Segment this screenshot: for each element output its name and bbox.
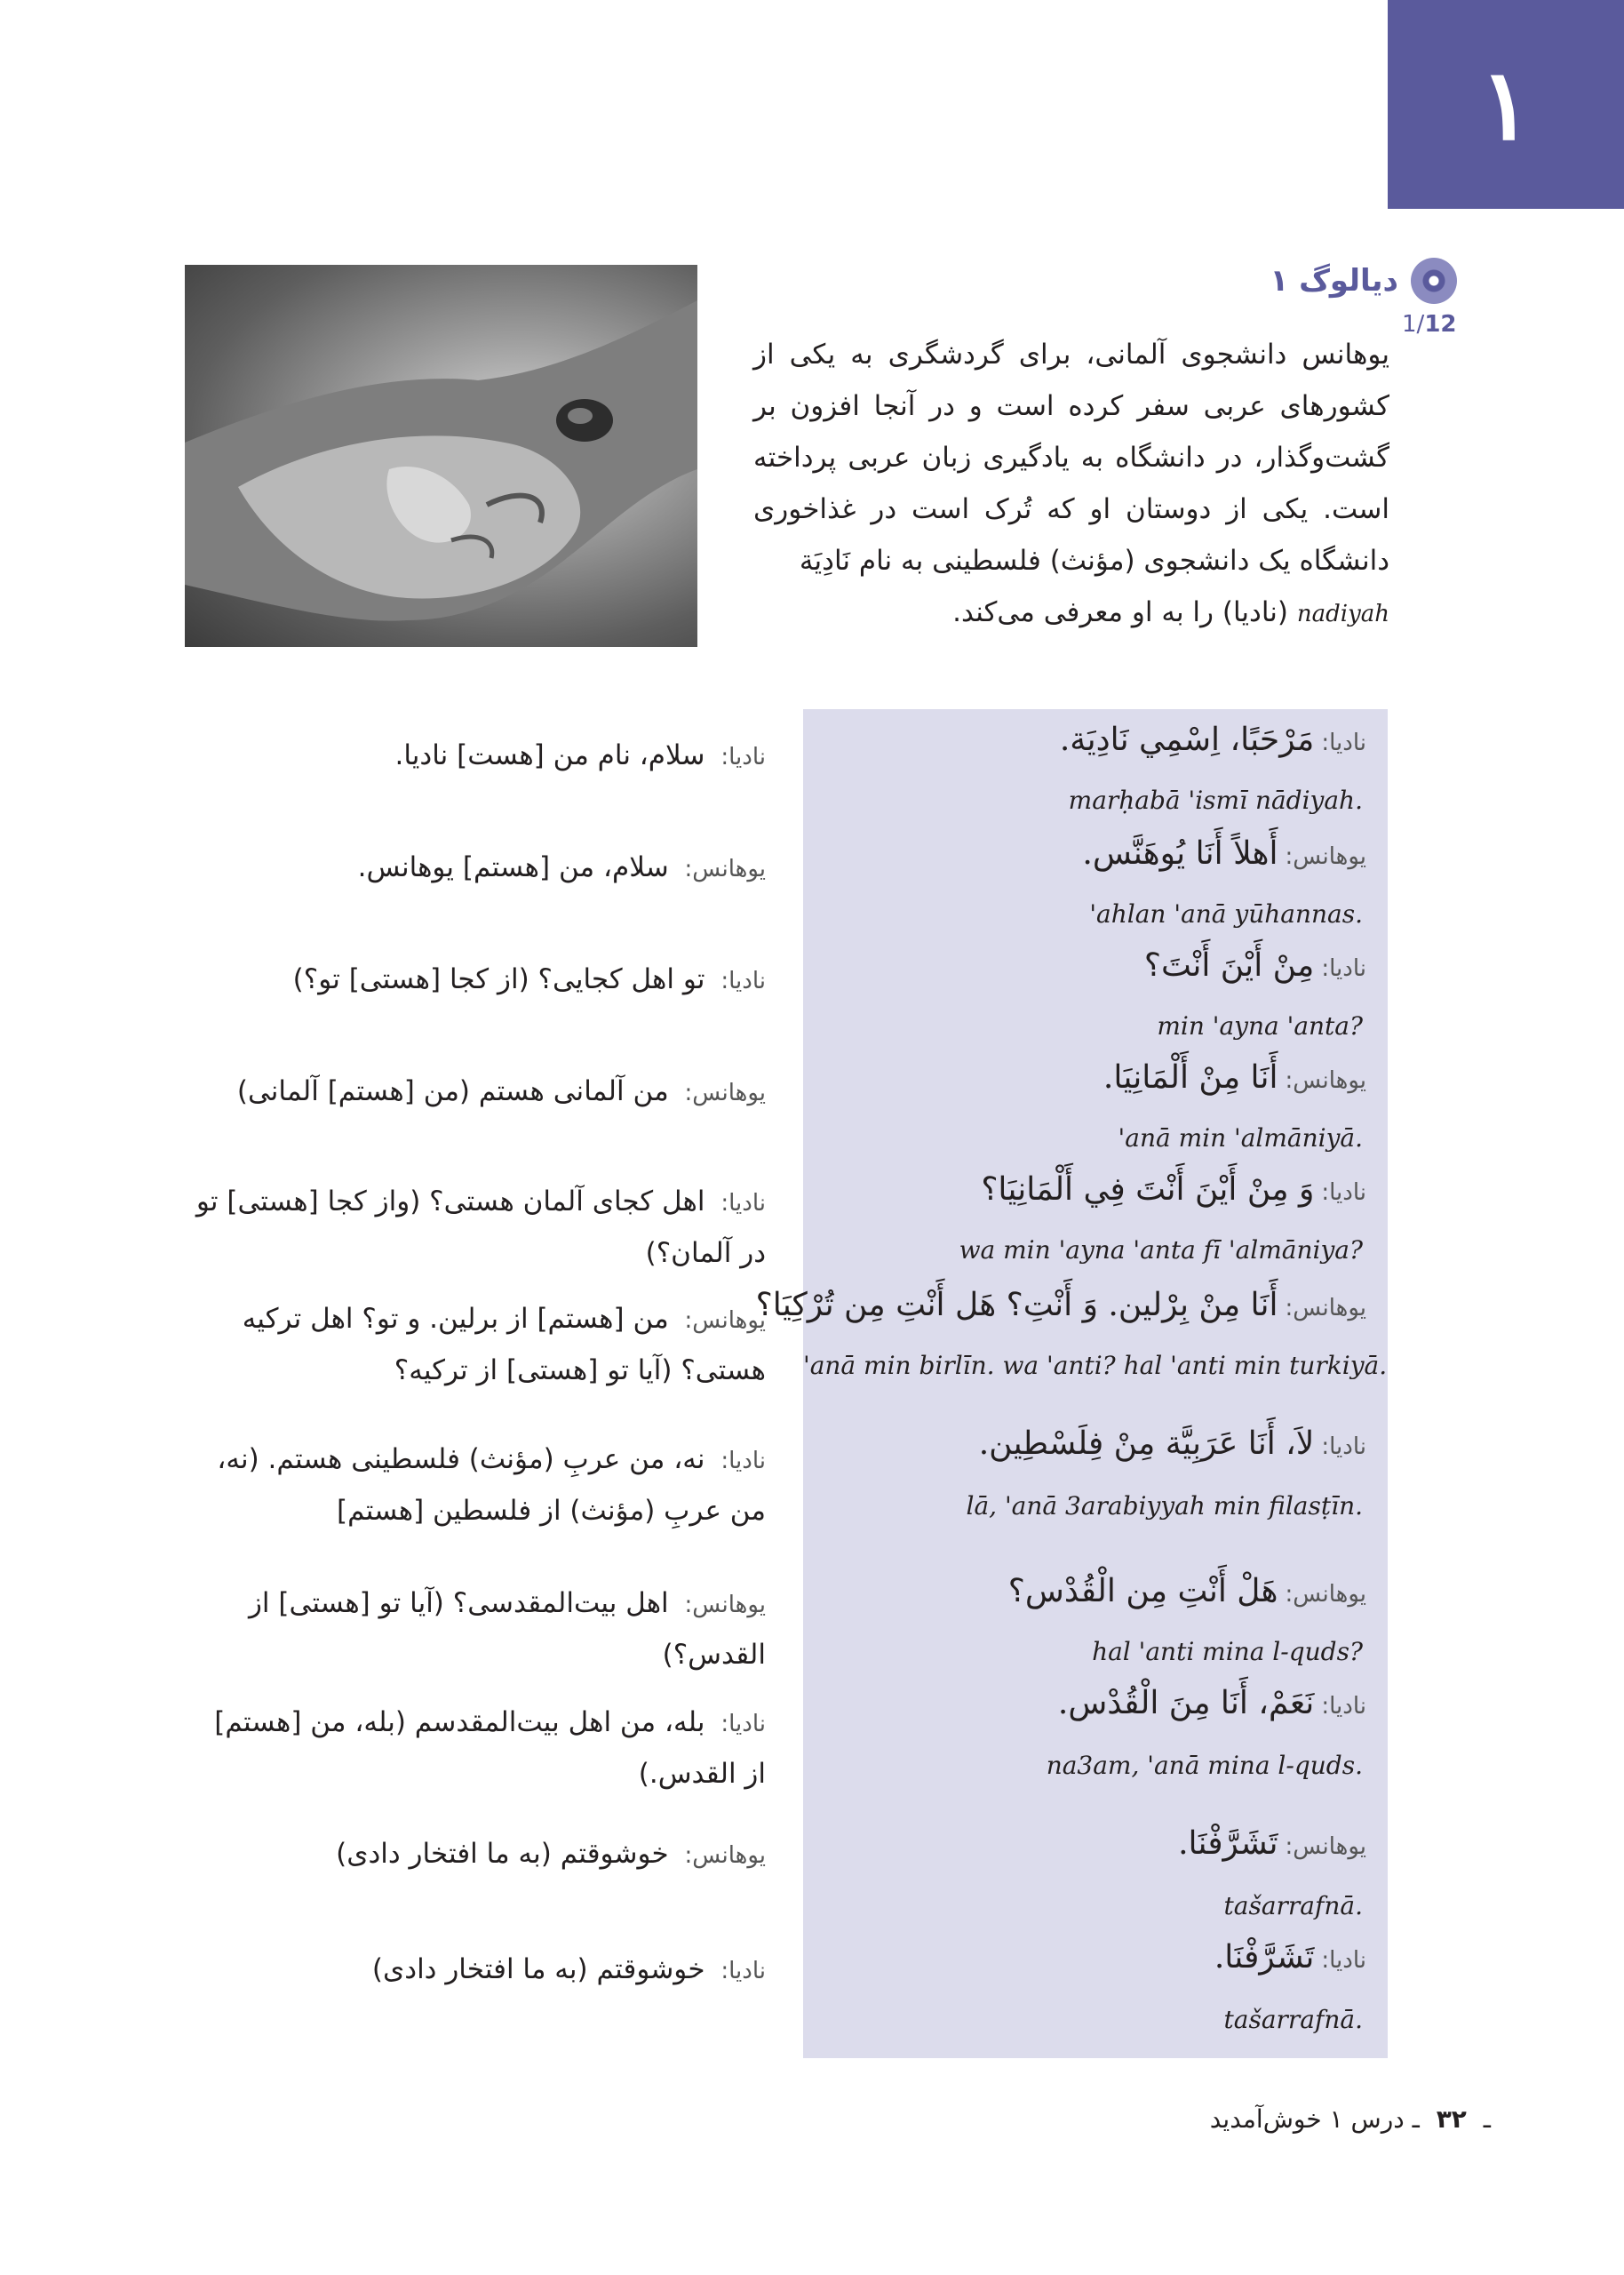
persian-translation xyxy=(188,954,766,1006)
arabic-text: تَشَرَّفْنَا. xyxy=(1214,1939,1315,1976)
speaker-label: یوهانس: xyxy=(684,1080,766,1106)
track-prefix: 1/ xyxy=(1402,311,1425,338)
arabic-line xyxy=(803,1939,1366,1976)
persian-translation xyxy=(188,1829,766,1880)
speaker-label: یوهانس: xyxy=(684,1842,766,1869)
arabic-text: مَرْحَبًا، اِسْمِي نَادِيَة. xyxy=(1059,722,1315,758)
speaker-label: نادیا: xyxy=(720,1958,766,1984)
speaker-label: یوهانس: xyxy=(1285,1295,1366,1321)
arabic-line xyxy=(803,1825,1366,1862)
transliteration: na3am, 'anā mina l-quds. xyxy=(1046,1751,1363,1780)
persian-translation xyxy=(188,1434,766,1536)
speaker-label: نادیا: xyxy=(1321,955,1366,982)
page-footer xyxy=(1210,2104,1491,2134)
intro-text-end: (نادیا) را به او معرفی می‌کند. xyxy=(952,596,1288,628)
arabic-line xyxy=(803,1685,1366,1721)
persian-translation xyxy=(188,842,766,894)
transliteration: 'anā min 'almāniyā. xyxy=(1118,1123,1363,1153)
audio-track-number xyxy=(1402,311,1457,338)
handshake-photo xyxy=(185,265,697,647)
transliteration: lā, 'anā 3arabiyyah min filasṭīn. xyxy=(966,1491,1363,1521)
persian-translation xyxy=(188,1294,766,1395)
lesson-title: خوش‌آمدید xyxy=(1209,2104,1322,2134)
speaker-label: نادیا: xyxy=(1321,1947,1366,1974)
persian-text: من آلمانی هستم (من [هستم] آلمانی) xyxy=(236,1075,669,1107)
persian-text: بله، من اهل بیت‌المقدسم (بله، من [هستم] از القدس.) xyxy=(214,1706,766,1790)
speaker-label: نادیا: xyxy=(720,744,766,770)
arabic-text: لاَ، أَنَا عَرَبِيَّة مِنْ فِلَسْطِين. xyxy=(978,1425,1315,1462)
persian-text: اهل کجای آلمان هستی؟ (واز کجا [هستی] تو در آلمان؟) xyxy=(195,1185,766,1269)
persian-text: خوشوقتم (به ما افتخار دادی) xyxy=(336,1838,669,1870)
track-num: 12 xyxy=(1424,311,1457,338)
speaker-label: یوهانس: xyxy=(684,1592,766,1618)
arabic-text: نَعَمْ، أَنَا مِنَ الْقُدْس. xyxy=(1057,1685,1315,1721)
persian-translation xyxy=(188,1697,766,1799)
speaker-label: نادیا: xyxy=(1321,1693,1366,1720)
persian-translation xyxy=(188,730,766,782)
transliteration: tašarrafnā. xyxy=(1223,2005,1363,2034)
arabic-text: أَهلاً أَنَا يُوهَنَّس. xyxy=(1082,835,1278,872)
speaker-label: نادیا: xyxy=(720,1448,766,1474)
speaker-label: نادیا: xyxy=(720,1190,766,1217)
speaker-label: یوهانس: xyxy=(684,856,766,882)
speaker-label: یوهانس: xyxy=(1285,1833,1366,1860)
speaker-label: نادیا: xyxy=(1321,730,1366,756)
persian-text: اهل بیت‌المقدسی؟ (آیا تو [هستی] از القدس؟) xyxy=(248,1587,766,1671)
arabic-line xyxy=(803,1425,1366,1462)
audio-cd-icon[interactable] xyxy=(1411,258,1457,304)
lesson-label: درس ۱ xyxy=(1329,2104,1405,2134)
persian-translation xyxy=(188,1177,766,1278)
chapter-number-tab xyxy=(1388,0,1624,209)
transliteration: marḥabā 'ismī nādiyah. xyxy=(1068,786,1363,815)
persian-text: سلام، نام من [هست] نادیا. xyxy=(394,739,705,771)
transliteration: wa min 'ayna 'anta fī 'almāniya? xyxy=(959,1235,1363,1265)
speaker-label: نادیا: xyxy=(720,968,766,994)
persian-translation xyxy=(188,1066,766,1118)
transliteration: tašarrafnā. xyxy=(1223,1891,1363,1920)
arabic-line xyxy=(803,1059,1366,1096)
arabic-text: أَنَا مِنْ بِرْلين. وَ أَنْتِ؟ هَل أَنْتِ مِن تُرْكِيَا؟ xyxy=(755,1287,1278,1323)
transliteration: hal 'anti mina l-quds? xyxy=(1092,1637,1363,1666)
arabic-text: تَشَرَّفْنَا. xyxy=(1178,1825,1278,1862)
arabic-line xyxy=(803,947,1366,984)
speaker-label: یوهانس: xyxy=(684,1307,766,1334)
arabic-text: مِنْ أَيْنَ أَنْتَ؟ xyxy=(1143,947,1315,984)
chapter-number: ۱ xyxy=(1479,47,1532,162)
footer-dash: ـ xyxy=(1412,2104,1420,2134)
persian-text: تو اهل کجایی؟ (از کجا [هستی] تو؟) xyxy=(292,963,705,995)
handshake-illustration xyxy=(185,265,697,647)
persian-text: خوشوقتم (به ما افتخار دادی) xyxy=(371,1953,705,1985)
arabic-line xyxy=(803,722,1366,758)
page-number: ۳۲ xyxy=(1436,2104,1467,2134)
speaker-label: نادیا: xyxy=(720,1711,766,1737)
arabic-line xyxy=(803,1573,1366,1609)
speaker-label: نادیا: xyxy=(1321,1433,1366,1460)
intro-text: یوهانس دانشجوی آلمانی، برای گردشگری به یکی از کشورهای عربی سفر کرده است و در آنجا افزون بر گشت‌وگذار، در دانشگاه به یادگیری زبان عربی پرداخته است. یکی از دوستان او که تُرک است در غذاخوری دانشگاه یک دانشجوی (مؤنث) فلسطینی به نام نَادِيَة xyxy=(753,339,1389,577)
arabic-text: أَنَا مِنْ أَلْمَانِيَا. xyxy=(1103,1059,1278,1096)
intro-paragraph xyxy=(753,329,1389,640)
intro-last-line xyxy=(753,587,1389,640)
transliteration: 'anā min birlīn. wa 'anti? hal 'anti min turkiyā. xyxy=(803,1351,1388,1380)
arabic-text: هَلْ أَنْتِ مِن الْقُدْس؟ xyxy=(1007,1573,1278,1609)
speaker-label: یوهانس: xyxy=(1285,843,1366,870)
dialogue-header xyxy=(1270,258,1457,304)
persian-translation xyxy=(188,1944,766,1996)
arabic-line xyxy=(803,1171,1366,1208)
persian-text: من [هستم] از برلین. و تو؟ اهل ترکیه هستی؟ (آیا تو [هستی] از ترکیه؟ xyxy=(242,1303,766,1386)
intro-latin-name: nadiyah xyxy=(1296,601,1389,627)
transliteration: min 'ayna 'anta? xyxy=(1157,1011,1363,1041)
speaker-label: یوهانس: xyxy=(1285,1067,1366,1094)
arabic-text: وَ مِنْ أَيْنَ أَنْتَ فِي أَلْمَانِيَا؟ xyxy=(981,1171,1315,1208)
speaker-label: نادیا: xyxy=(1321,1179,1366,1206)
persian-text: سلام، من [هستم] یوهانس. xyxy=(357,851,669,883)
speaker-label: یوهانس: xyxy=(1285,1581,1366,1608)
transliteration: 'ahlan 'anā yūhannas. xyxy=(1089,899,1363,929)
arabic-line xyxy=(803,835,1366,872)
arabic-line xyxy=(755,1287,1366,1323)
persian-translation xyxy=(188,1578,766,1680)
footer-dash: ـ xyxy=(1483,2104,1491,2134)
dialogue-title: دیالوگ ۱ xyxy=(1270,263,1398,299)
persian-text: نه، من عربِ (مؤنث) فلسطینی هستم. (نه، من عربِ (مؤنث) از فلسطین [هستم] xyxy=(217,1443,766,1527)
